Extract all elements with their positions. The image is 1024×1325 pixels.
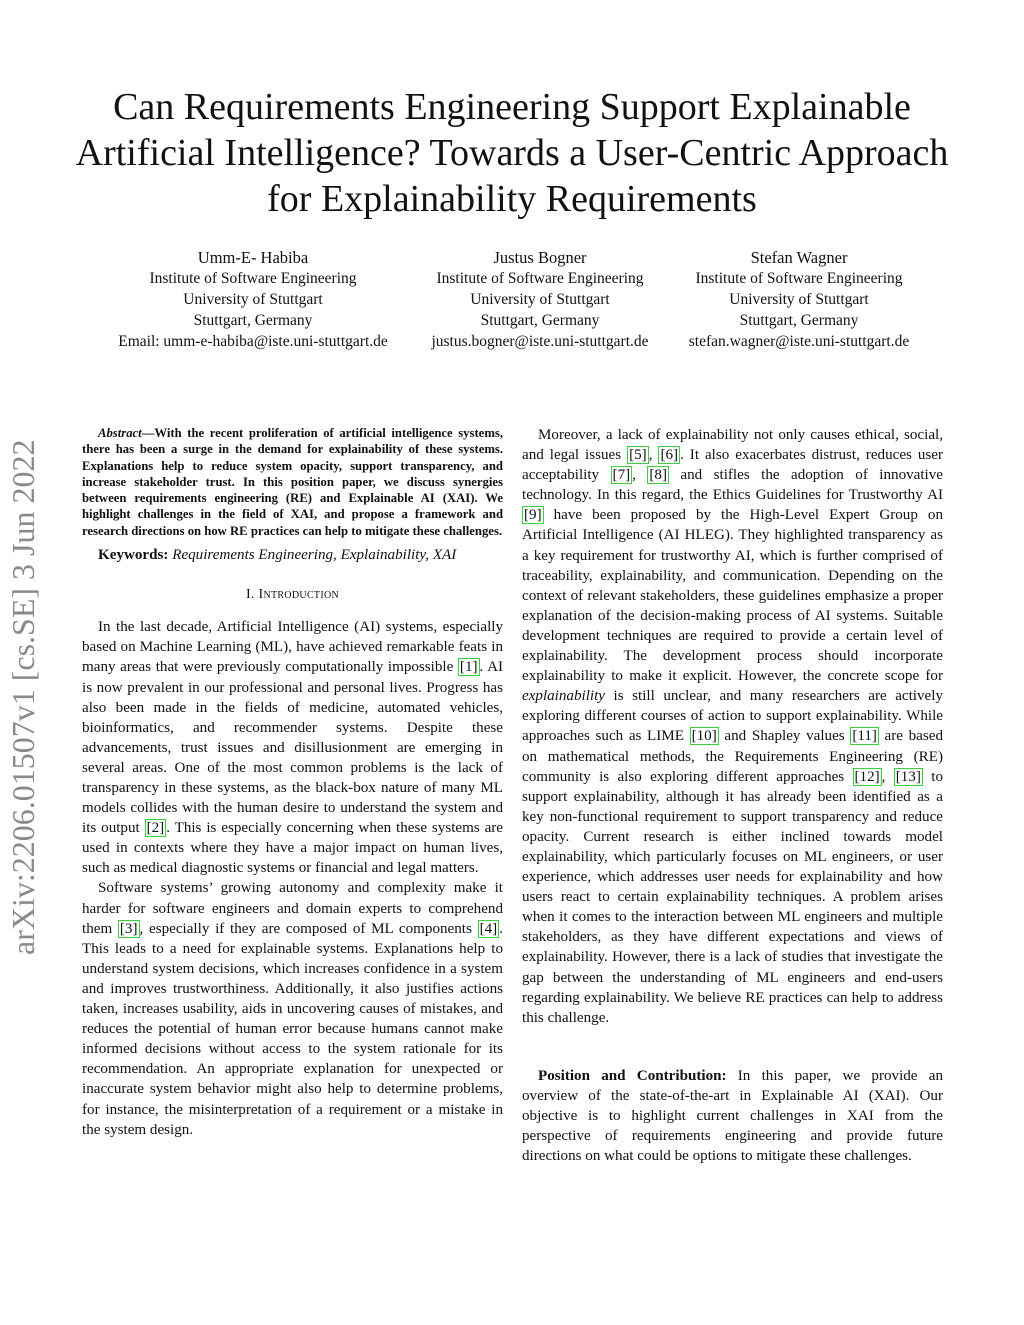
author-name: Stefan Wagner (750, 248, 848, 267)
author-university: University of Stuttgart (183, 291, 323, 308)
intro-paragraph-3: Moreover, a lack of explainability not only causes ethical, social, and legal issues [5] , [6] . It also exacerbates distrust, reduces user acceptability [7] , [8] and stifles the adoption of innovative technology. In this regard, the Ethics Guidelines for Trustworthy AI [9] have been proposed by the High-Level Expert Group on Artificial Intelligence (AI HLEG). They highlighted transparency as a key requirement for trustworthy AI, which is further comprised of traceability, explainability, and communication. Depending on the context of relevant stakeholders, these guidelines emphasize a proper explanation of the decision-making process of AI systems. Suitable development techniques are required to provide a certain level of explainability. The development process should incorporate explainability to make it explicit. However, the concrete scope for explainability is still unclear, and many researchers are actively exploring different courses of action to support explainability. While approaches such as LIME [10] and Shapley values [11] are based on mathematical methods, the Requirements Engineering (RE) community is also exploring different approaches [12] , [13] to support explainability, although it has already been identified as a key non-functional requirement to support transparency and reduce opacity. Current research is either inclined towards model explainability, which particularly focuses on ML engineers, or user experience, which addresses user needs for explainability and how users react to certain explainability techniques. A problem arises when it comes to the interaction between ML engineers and multiple stakeholders, as they have different expectations and views of explainability. However, there is a lack of studies that investigate the gap between the understanding of ML engineers and end-users regarding explainability. We believe RE practices can help to address this challenge. (522, 427, 944, 1026)
keywords-label: Keywords: (98, 547, 169, 564)
author-institute: Institute of Software Engineering (436, 270, 644, 287)
author-block-3 (678, 247, 920, 352)
author-location: Stuttgart, Germany (480, 312, 600, 329)
citation-link[interactable]: [9] (524, 507, 542, 524)
citation-link[interactable]: [6] (660, 447, 679, 464)
intro-paragraph-2: Software systems’ growing autonomy and complexity make it harder for software engineers and domain experts to comprehend them [3] , especially if they are composed of ML components [4] . This leads to a need for explainable systems. Explanations help to understand system decisions, which increases confidence in a system and improves trustworthiness. Additionally, it also justifies actions taken, increases usability, aids in uncovering causes of mistakes, and reduces the potential of human error because humans cannot make informed decisions without access to the system rationale for its recommendation. An appropriate explanation for unexpected or inaccurate system behavior might also help to determine problems, for instance, the misinterpretation of a requirement or a mistake in the system design. (82, 880, 503, 1138)
author-university: University of Stuttgart (470, 291, 610, 308)
author-university: University of Stuttgart (729, 291, 869, 308)
citation-link[interactable]: [1] (459, 659, 478, 676)
author-name: Umm-E- Habiba (197, 248, 309, 267)
left-column (82, 425, 503, 1140)
citation-link[interactable]: [3] (119, 920, 138, 937)
citation-link[interactable]: [11] (852, 728, 877, 745)
author-block-2 (418, 247, 662, 352)
author-institute: Institute of Software Engineering (149, 270, 357, 287)
citation-link[interactable]: [10] (691, 728, 717, 745)
paragraph-gap (522, 1028, 943, 1066)
section-heading-introduction: I. Introduction (245, 587, 340, 603)
position-contribution-paragraph: Position and Contribution: In this paper, we provide an overview of the state-of-the-art in Explainable AI (XAI). Our objective is to highlight current challenges in XAI from the perspective of requirements engineering and provide future directions on what could be options to mitigate these challenges. (522, 1067, 943, 1165)
author-institute: Institute of Software Engineering (695, 270, 903, 287)
author-location: Stuttgart, Germany (193, 312, 313, 329)
citation-link[interactable]: [7] (612, 467, 631, 484)
citation-link[interactable]: [12] (854, 768, 880, 785)
keywords-text: Requirements Engineering, Explainability, XAI (172, 547, 457, 564)
abstract-label: Abstract (98, 426, 142, 440)
author-location: Stuttgart, Germany (739, 312, 859, 329)
intro-paragraph-1: In the last decade, Artificial Intelligence (AI) systems, especially based on Machine Learning (ML), have achieved remarkable feats in many areas that were previously computationally impossible [1] . AI is now prevalent in our professional and personal lives. Progress has also been made in the fields of medicine, automated vehicles, bioinformatics, and recommender systems. Despite these advancements, trust issues and disillusionment are emerging in several areas. One of the most common problems is the lack of transparency in these systems, as the black-box nature of many ML models collides with the human desire to understand the system and its output [2] . This is especially concerning when these systems are used in contexts where they have a major impact on human lives, such as medical diagnostic systems or financial and legal matters. (82, 619, 504, 877)
emphasis-explainability: explainability (522, 688, 605, 705)
author-name: Justus Bogner (493, 248, 587, 267)
author-email: Email: umm-e-habiba@iste.uni-stuttgart.de (118, 333, 388, 350)
author-email: justus.bogner@iste.uni-stuttgart.de (431, 333, 649, 350)
paper-title: Can Requirements Engineering Support Explainable Artificial Intelligence? Towards a User-Centric Approach for Explainability Requirements (75, 86, 949, 220)
citation-link[interactable]: [13] (895, 768, 921, 785)
arxiv-identifier-stamp: arXiv:2206.01507v1 [cs.SE] 3 Jun 2022 (5, 439, 41, 955)
citation-link[interactable]: [8] (649, 467, 667, 484)
author-email: stefan.wagner@iste.uni-stuttgart.de (688, 333, 910, 350)
author-block-1 (105, 247, 401, 352)
citation-link[interactable]: [4] (479, 920, 498, 937)
position-contribution-label: Position and Contribution: (538, 1067, 727, 1084)
citation-link[interactable]: [5] (629, 447, 647, 464)
right-column (522, 425, 943, 1166)
abstract-text: —With the recent proliferation of artificial intelligence systems, there has been a surge in the demand for explainability of these systems. Explanations help to reduce system opacity, support transparency, and increase stakeholder trust. In this position paper, we discuss synergies between requirements engineering (RE) and Explainable AI (XAI). We highlight challenges in the field of XAI, and propose a framework and research directions on how RE practices can help to mitigate these challenges. (82, 426, 503, 538)
citation-link[interactable]: [2] (146, 820, 165, 837)
keywords (82, 545, 503, 565)
abstract (82, 425, 503, 539)
